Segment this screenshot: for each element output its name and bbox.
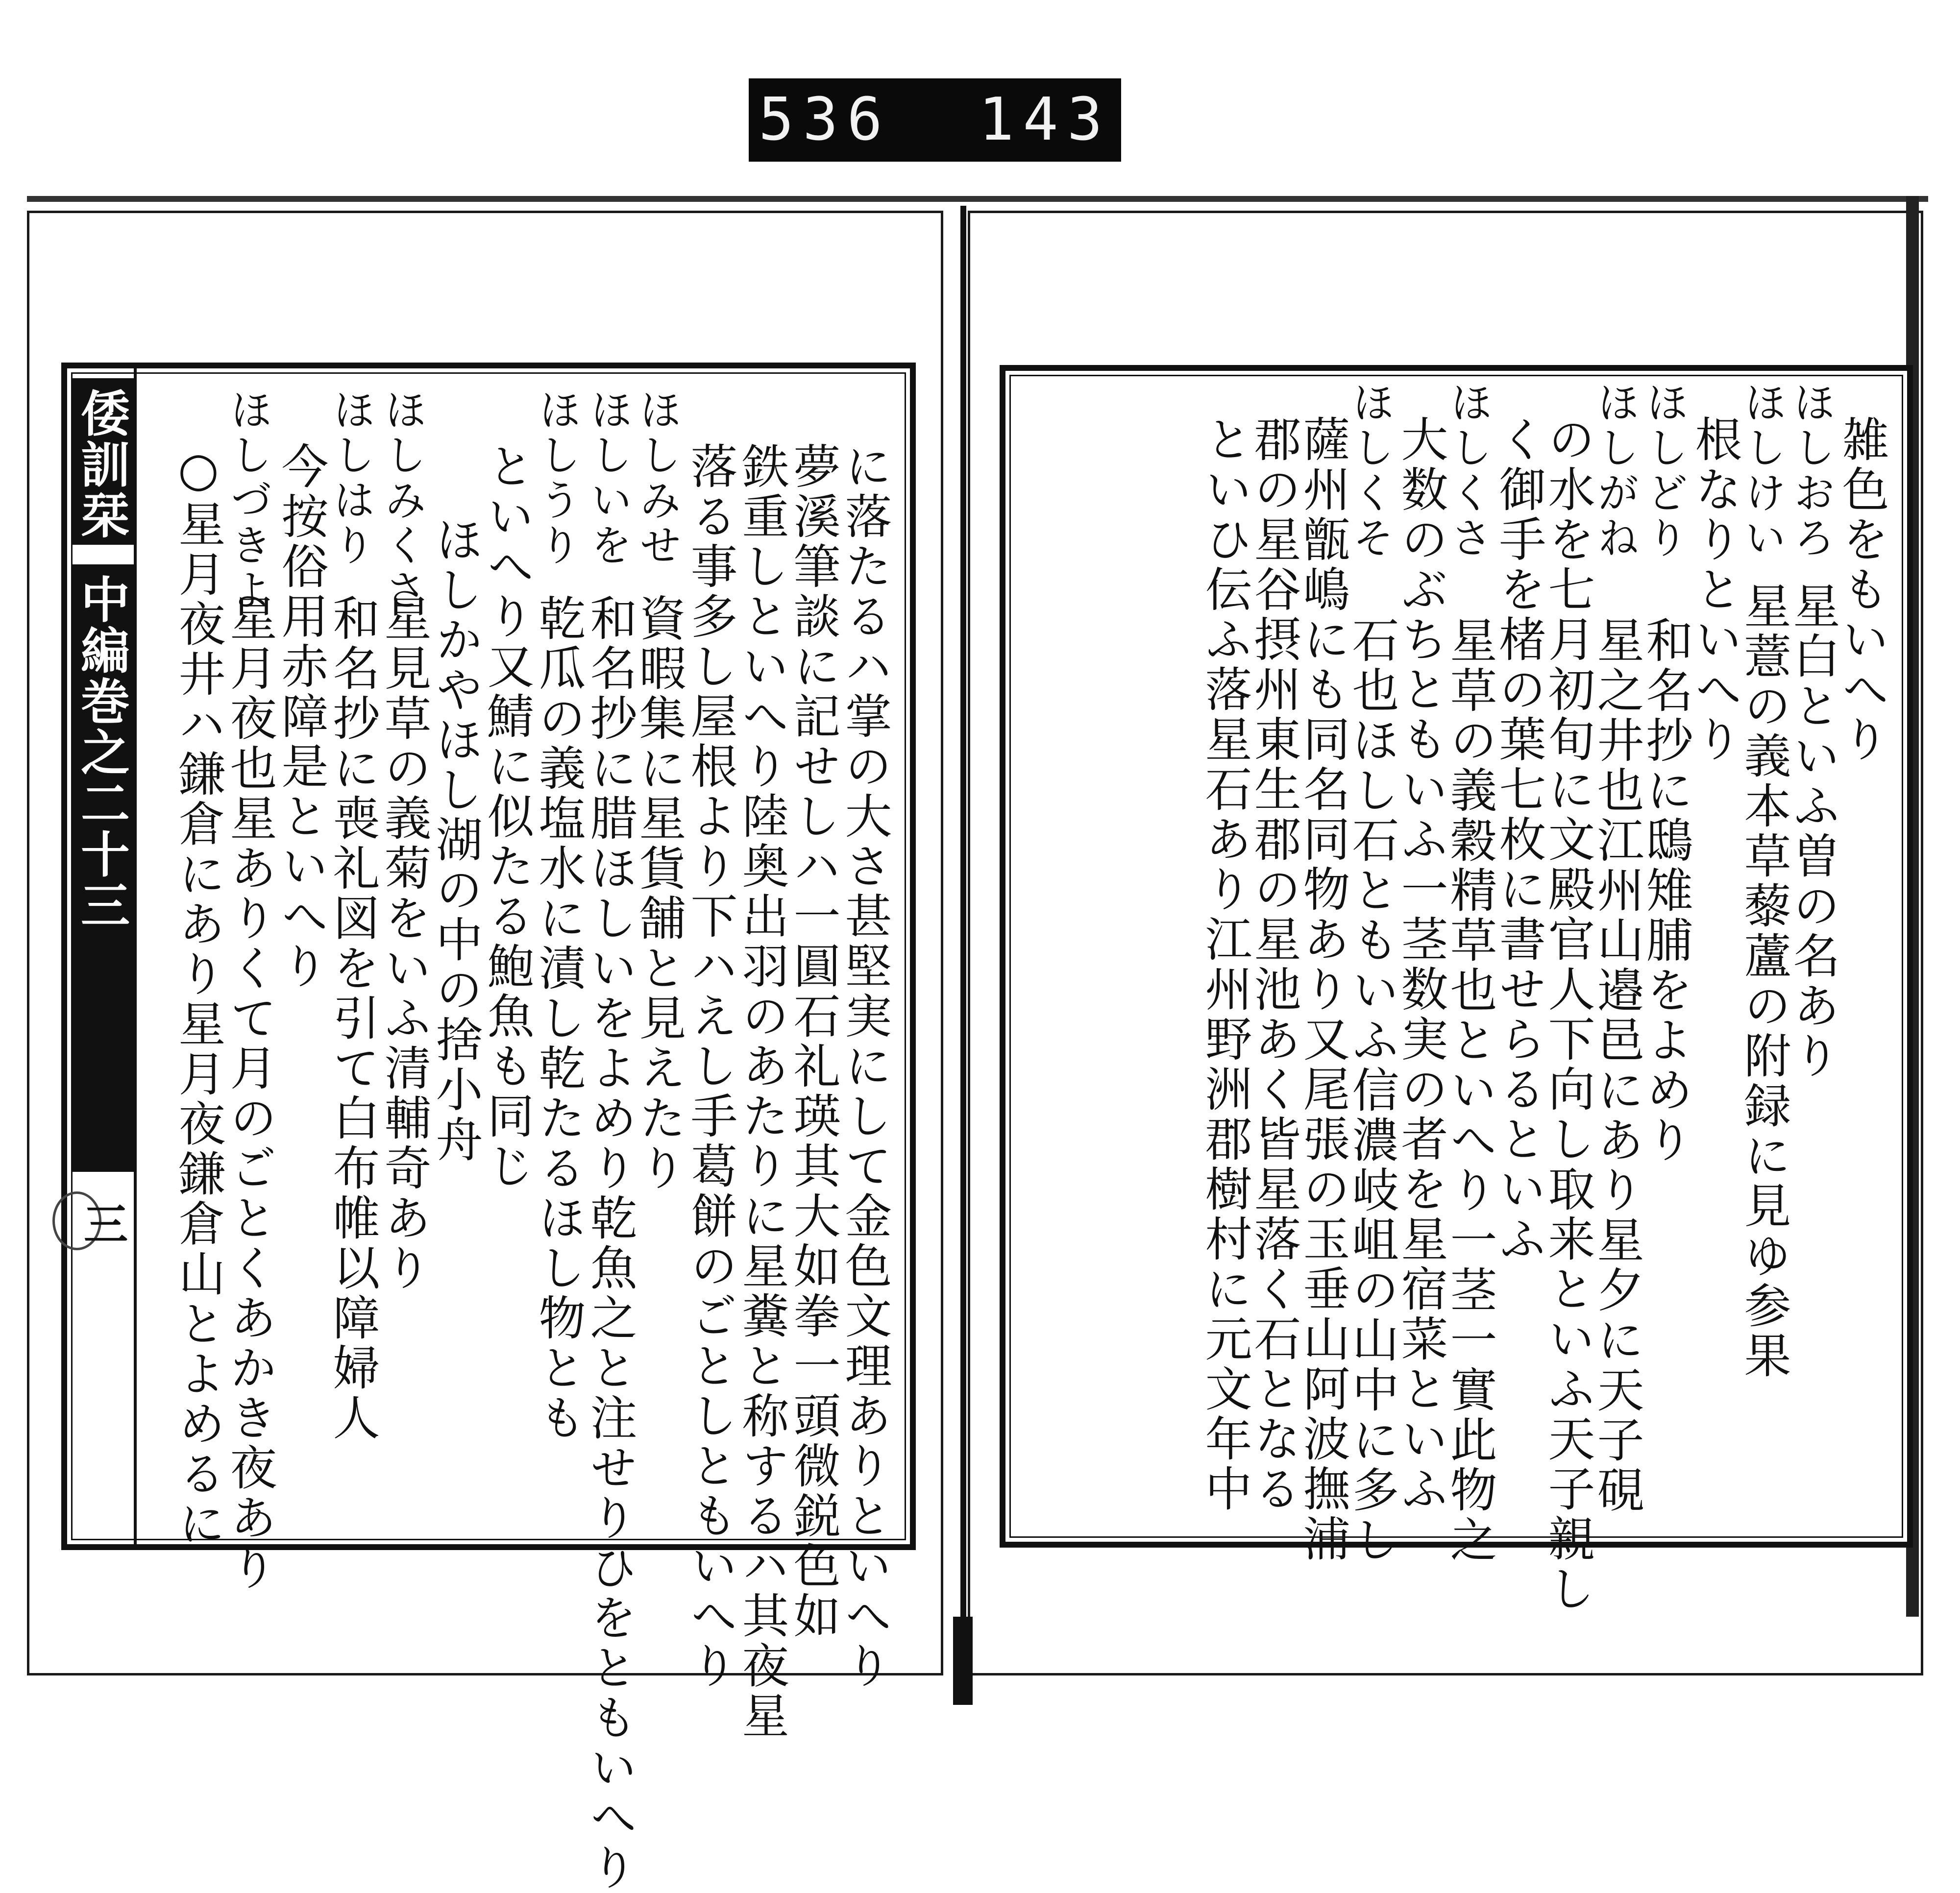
left-text-frame [61,363,916,1893]
text-column: 今按俗用赤障是といへり [274,442,329,992]
text-column: 星見草の義菊をいふ清輔奇あり [377,594,432,1293]
text-column: 夢溪筆談に記せしハ一圓石礼瑛其大如拳一頭微鋭色如 [786,442,841,1641]
text-column: 郡の星谷摂州東生郡の星池あく皆星落く石となる [1247,415,1301,1514]
book-top-edge [27,196,1928,202]
book-gutter [960,206,966,1671]
headword: ほしどり [1639,381,1688,561]
text-column: 星薏の義本草藜蘆の附録に見ゆ参果 [1737,582,1791,1381]
right-text-frame [1000,365,1913,1614]
text-column: 薩州甑嶋にも同名同物あり又尾張の玉垂山阿波撫浦 [1296,415,1350,1564]
headword: ほしうり [532,388,581,568]
text-column: 鉄重しといへり陸奥出羽のあたりに星糞と称するハ其夜星 [735,442,789,1741]
text-column: 星月夜也星ありくて月のごとくあかき夜あり [222,594,277,1593]
headword: ほしけい [1737,381,1786,561]
text-column: く御手を楮の葉七枚に書せらるといふ [1492,415,1546,1264]
headword: ほしみくさ [377,388,426,613]
headword: ほしはり [326,388,375,568]
text-column: の水を七月初旬に文殿官人下向し取来といふ天子親し [1541,415,1595,1614]
text-column: ○星月夜井ハ鎌倉にあり星月夜鎌倉山とよめるに [171,442,226,1549]
text-column: に落たるハ掌の大さ甚堅実にして金色文理ありといへり [837,442,892,1691]
text-column: 雑色をもいへり [1835,415,1889,765]
text-column: といへり又鯖に似たる鮑魚も同じ [480,442,535,1191]
catalog-number-label [749,78,1121,162]
text-column: 石也ほし石ともいふ信濃岐岨の山中に多し [1345,616,1399,1565]
text-column: 和名抄に喪礼図を引て白布帷以障婦人 [325,594,380,1443]
catalog-number-left: 536 [759,86,891,154]
headword: ほしがね [1590,381,1639,561]
volume-label: 中編巻之二十三 [73,574,130,931]
open-book [27,196,1928,1893]
text-column: 根なりといへり [1688,415,1742,765]
catalog-number-right: 143 [979,86,1111,154]
text-column: 大数のぶちともいふ一茎数実の者を星宿菜といふ [1394,415,1448,1514]
running-title-strip [67,368,141,1544]
headword: ほしくさ [1443,381,1492,561]
title-strip-rule [134,368,137,1544]
headword: ほしおろ [1786,381,1835,561]
text-column: 和名抄に腊ほしいをよめり乾魚之と注せりひをともいへり [583,594,637,1893]
headword: ほしみせ [632,388,681,568]
running-title: 倭訓栞 [73,388,130,541]
headword: ほしづきよ [223,388,272,613]
text-column: ほしかやほし湖の中の捨小舟 [428,515,483,1165]
text-column: 星草の義穀精草也といへり一茎一實此物之 [1443,616,1497,1565]
text-column: 落る事多し屋根より下ハえし手葛餅のごとしともいへり [683,442,738,1691]
text-column: 星白といふ曽の名あり [1786,582,1840,1081]
gutter-binding [953,1617,973,1705]
text-column: 資暇集に星貨舗と見えたり [632,594,686,1193]
text-column: 星之井也江州山邉邑にあり星夕に天子硯 [1590,616,1644,1515]
text-column: 和名抄に鴟雉脯をよめり [1639,616,1693,1165]
headword: ほしくそ [1345,381,1394,561]
text-column: 乾瓜の義塩水に漬し乾たるほし物とも [531,594,586,1443]
folio-number: 三 [76,1201,128,1248]
text-column: といひ伝ふ落星石あり江州野洲郡樹村に元文年中 [1198,415,1252,1514]
headword: ほしいを [583,388,632,568]
